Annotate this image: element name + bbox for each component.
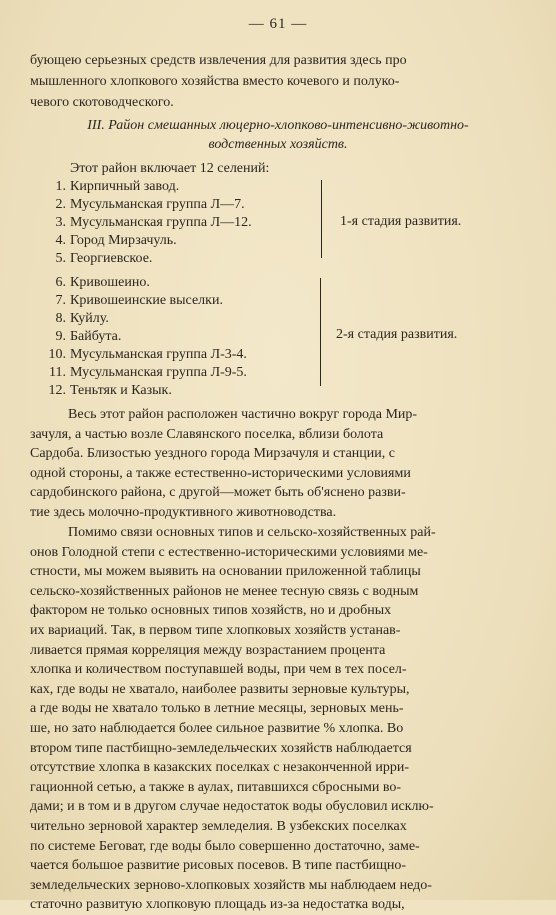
- list-item: [40, 196, 310, 214]
- item-name: Мусульманская группа Л—7.: [70, 197, 245, 212]
- section-heading: [28, 116, 528, 154]
- item-name: Мусульманская группа Л—12.: [70, 215, 252, 230]
- heading-line: III. Район смешанных люцерно-хлопково-интенсивно-животно-: [87, 118, 469, 133]
- text-line: Весь этот район расположен частично вокруг города Мир-: [68, 407, 418, 422]
- item-name: Теньтяк и Казык.: [70, 383, 172, 398]
- stage-label-1: 1-я стадия развития.: [340, 214, 462, 229]
- text-line: мышленного хлопкового хозяйства вместо кочевого и полуко-: [30, 74, 400, 89]
- item-number: 10.: [48, 347, 66, 362]
- text-line: гационной сетью, а также в аулах, питавшихся сбросными во-: [30, 779, 402, 795]
- list-item: [40, 292, 310, 310]
- text-line: фактором не только основных типов хозяйств, но и дробных: [30, 603, 392, 619]
- group-2-bracket: [320, 278, 322, 386]
- page-number: — 61 —: [248, 16, 308, 32]
- text-line: сардобинского района, с другой—может быть об'яснено разви-: [30, 485, 406, 501]
- list-lead: Этот район включает 12 селений:: [70, 161, 270, 176]
- text-line: тие здесь молочно-продуктивного животноводства.: [30, 504, 337, 520]
- text-line: отсутствие хлопка в казакских поселках с незаконченной ирри-: [30, 760, 409, 776]
- group-1-bracket: [321, 180, 323, 258]
- item-number: 9.: [55, 329, 66, 344]
- item-name: Мусульманская группа Л-9-5.: [70, 365, 247, 380]
- list-item: [40, 382, 310, 400]
- text-line: земледельческих зерново-хлопковых хозяйств мы наблюдаем недо-: [30, 877, 432, 893]
- list-item: [40, 274, 310, 292]
- item-name: Кирпичный завод.: [70, 179, 180, 194]
- item-number: 5.: [55, 251, 66, 266]
- heading-line: водственных хозяйств.: [208, 137, 348, 152]
- text-line: онов Голодной степи с естественно-историческими условиями ме-: [30, 544, 428, 560]
- item-name: Город Мирзачуль.: [70, 233, 177, 248]
- item-name: Кривошеино.: [70, 275, 150, 290]
- text-line: одной стороны, а также естественно-историческими условиями: [30, 465, 411, 481]
- text-line: сельско-хозяйственных районов не менее тесную связь с водным: [30, 583, 419, 599]
- item-name: Куйлу.: [70, 311, 109, 326]
- text-line: чительно зерновой характер земледелия. В узбекских поселках: [30, 818, 407, 834]
- text-line: Помимо связи основных типов и сельско-хозяйственных рай-: [68, 525, 436, 540]
- item-name: Кривошеинские выселки.: [70, 293, 223, 308]
- text-line: ливается прямая корреляция между возрастанием процента: [30, 642, 386, 658]
- text-line: зачуля, а частью возле Славянского поселка, вблизи болота: [30, 426, 384, 442]
- item-number: 8.: [55, 311, 66, 326]
- paragraph-1: [30, 405, 526, 523]
- text-line: статочно развитую хлопковую площадь из-за недостатка воды,: [30, 897, 405, 913]
- item-number: 12.: [48, 383, 66, 398]
- text-line: ках, где воды не хватало, наиболее развиты зерновые культуры,: [30, 681, 410, 697]
- item-number: 3.: [55, 215, 66, 230]
- stage-label-2: 2-я стадия развития.: [336, 327, 458, 342]
- item-name: Байбута.: [70, 329, 122, 344]
- text-line: чевого скотоводческого.: [30, 95, 174, 110]
- item-number: 4.: [55, 233, 66, 248]
- item-name: Георгиевское.: [70, 251, 153, 266]
- item-number: 11.: [49, 365, 66, 380]
- text-line: дами; и в том и в другом случае недостаток воды обусловил исклю-: [30, 799, 434, 815]
- item-number: 1.: [55, 179, 66, 194]
- text-line: стности, мы можем выявить на основании приложенной таблицы: [30, 564, 421, 580]
- text-line: чается большое развитие рисовых посевов. В типе пастбищно-: [30, 858, 407, 874]
- list-item: [40, 250, 310, 268]
- text-line: Сардоба. Близостью уездного города Мирзачуля и станции, с: [30, 446, 395, 462]
- list-item: [40, 346, 310, 364]
- paragraph-2: [30, 523, 526, 915]
- item-number: 7.: [55, 293, 66, 308]
- text-line: втором типе пастбищно-земледельческих хозяйств наблюдается: [30, 740, 412, 756]
- item-number: 2.: [55, 197, 66, 212]
- text-line: их вариаций. Так, в первом типе хлопковых хозяйств устанав-: [30, 622, 401, 638]
- intro-paragraph: [30, 50, 526, 113]
- list-item: [40, 310, 310, 328]
- text-line: бующею серьезных средств извлечения для развития здесь про: [30, 53, 407, 68]
- list-item: [40, 364, 310, 382]
- settlement-list-group-2: [40, 274, 310, 400]
- item-name: Мусульманская группа Л-3-4.: [70, 347, 247, 362]
- list-item: [40, 232, 310, 250]
- list-item: [40, 178, 310, 196]
- item-number: 6.: [55, 275, 66, 290]
- text-line: ше, но зато наблюдается более сильное развитие % хлопка. Во: [30, 720, 404, 736]
- text-line: по системе Беговат, где воды было совершенно достаточно, заме-: [30, 838, 420, 854]
- text-line: хлопка и количеством поступавшей воды, при чем в тех посел-: [30, 662, 407, 678]
- settlement-list-group-1: [40, 178, 310, 268]
- text-line: а где воды не хватало только в летние месяцы, зерновых мень-: [30, 701, 404, 717]
- list-item: [40, 214, 310, 232]
- list-item: [40, 328, 310, 346]
